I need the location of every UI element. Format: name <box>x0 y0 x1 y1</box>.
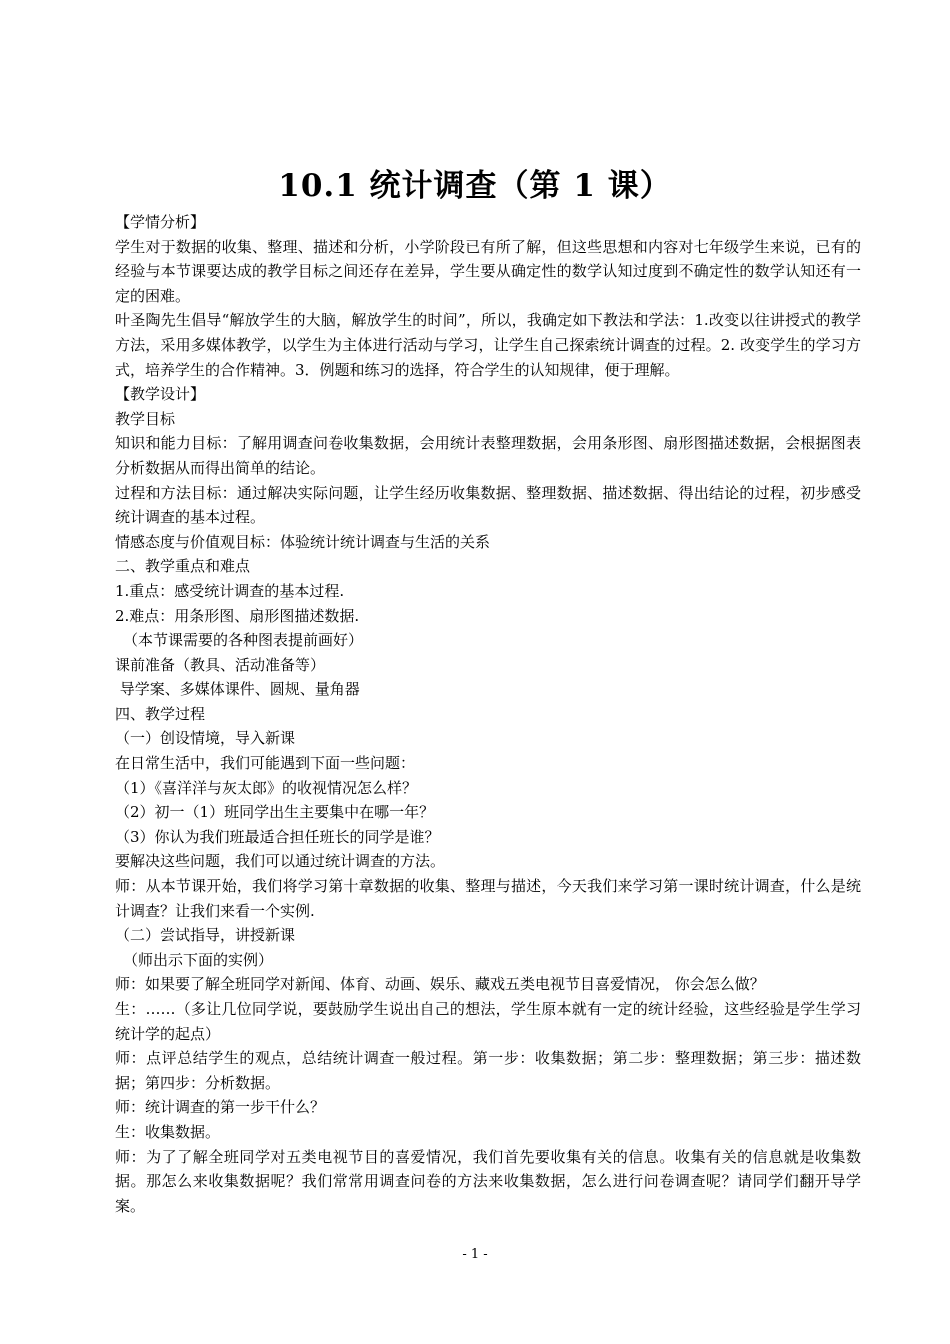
paragraph: 生：收集数据。 <box>115 1122 221 1141</box>
paragraph: 过程和方法目标：通过解决实际问题，让学生经历收集数据、整理数据、描述数据、得出结论的过程，初步感受统计调查的基本过程。 <box>115 483 861 527</box>
document-body <box>115 210 861 1218</box>
paragraph: 在日常生活中，我们可能遇到下面一些问题： <box>115 754 416 773</box>
paragraph: 师：点评总结学生的观点，总结统计调查一般过程。第一步：收集数据；第二步：整理数据；第三步：描述数据；第四步：分析数据。 <box>115 1049 861 1092</box>
paragraph: （一）创设情境，导入新课 <box>115 729 296 748</box>
page-number: - 1 - <box>462 1247 488 1262</box>
paragraph: 师：统计调查的第一步干什么？ <box>115 1098 326 1117</box>
paragraph: （1）《喜洋洋与灰太郎》的收视情况怎么样？ <box>115 778 418 797</box>
paragraph: （本节课需要的各种图表提前画好） <box>123 631 364 650</box>
paragraph: （3）你认为我们班最适合担任班长的同学是谁？ <box>115 827 440 846</box>
paragraph: 课前准备（教具、活动准备等） <box>115 655 326 674</box>
document-title: 10.1 统计调查（第 1 课） <box>278 168 672 204</box>
paragraph: 二、教学重点和难点 <box>115 557 251 576</box>
paragraph: 生：……（多让几位同学说，要鼓励学生说出自己的想法，学生原本就有一定的统计经验，这些经验是学生学习统计学的起点） <box>115 1000 861 1043</box>
paragraph: 教学目标 <box>115 409 176 428</box>
paragraph: 知识和能力目标：了解用调查问卷收集数据，会用统计表整理数据，会用条形图、扇形图描述数据，会根据图表分析数据从而得出简单的结论。 <box>115 434 861 477</box>
paragraph: （2）初一（1）班同学出生主要集中在哪一年？ <box>115 803 435 822</box>
paragraph: 叶圣陶先生倡导“解放学生的大脑，解放学生的时间”，所以，我确定如下教法和学法：1.改变以往讲授式的教学方法，采用多媒体教学，以学生为主体进行活动与学习，让学生自己探索统计调查的过程。2. 改变学生的学习方式，培养学生的合作精神。3．例题和练习的选择，符合学生的认知规律，便于理解。 <box>115 311 861 379</box>
paragraph: 情感态度与价值观目标：体验统计统计调查与生活的关系 <box>115 532 491 551</box>
paragraph: 要解决这些问题，我们可以通过统计调查的方法。 <box>115 852 446 871</box>
paragraph: 师：从本节课开始，我们将学习第十章数据的收集、整理与描述，今天我们来学习第一课时统计调查，什么是统计调查？让我们来看一个实例. <box>115 877 861 920</box>
paragraph: 2.难点：用条形图、扇形图描述数据. <box>115 606 360 625</box>
paragraph: 师：为了了解全班同学对五类电视节目的喜爱情况，我们首先要收集有关的信息。收集有关的信息就是收集数据。那怎么来收集数据呢？我们常常用调查问卷的方法来收集数据，怎么进行问卷调查呢？请同学们翻开导学案。 <box>115 1147 861 1215</box>
paragraph: 师：如果要了解全班同学对新闻、体育、动画、娱乐、藏戏五类电视节目喜爱情况， 你会怎么做？ <box>115 975 765 994</box>
section-heading-analysis: 【学情分析】 <box>115 213 206 231</box>
paragraph: （二）尝试指导，讲授新课 <box>115 926 296 945</box>
paragraph: （师出示下面的实例） <box>123 950 274 969</box>
paragraph: 学生对于数据的收集、整理、描述和分析，小学阶段已有所了解，但这些思想和内容对七年级学生来说，已有的经验与本节课要达成的教学目标之间还存在差异，学生要从确定性的数学认知过度到不确定性的数学认知还有一定的困难。 <box>115 237 861 305</box>
paragraph: 1.重点：感受统计调查的基本过程. <box>115 581 345 600</box>
paragraph: 四、教学过程 <box>115 704 206 723</box>
paragraph: 导学案、多媒体课件、圆规、量角器 <box>115 680 360 699</box>
section-heading-design: 【教学设计】 <box>115 385 206 404</box>
